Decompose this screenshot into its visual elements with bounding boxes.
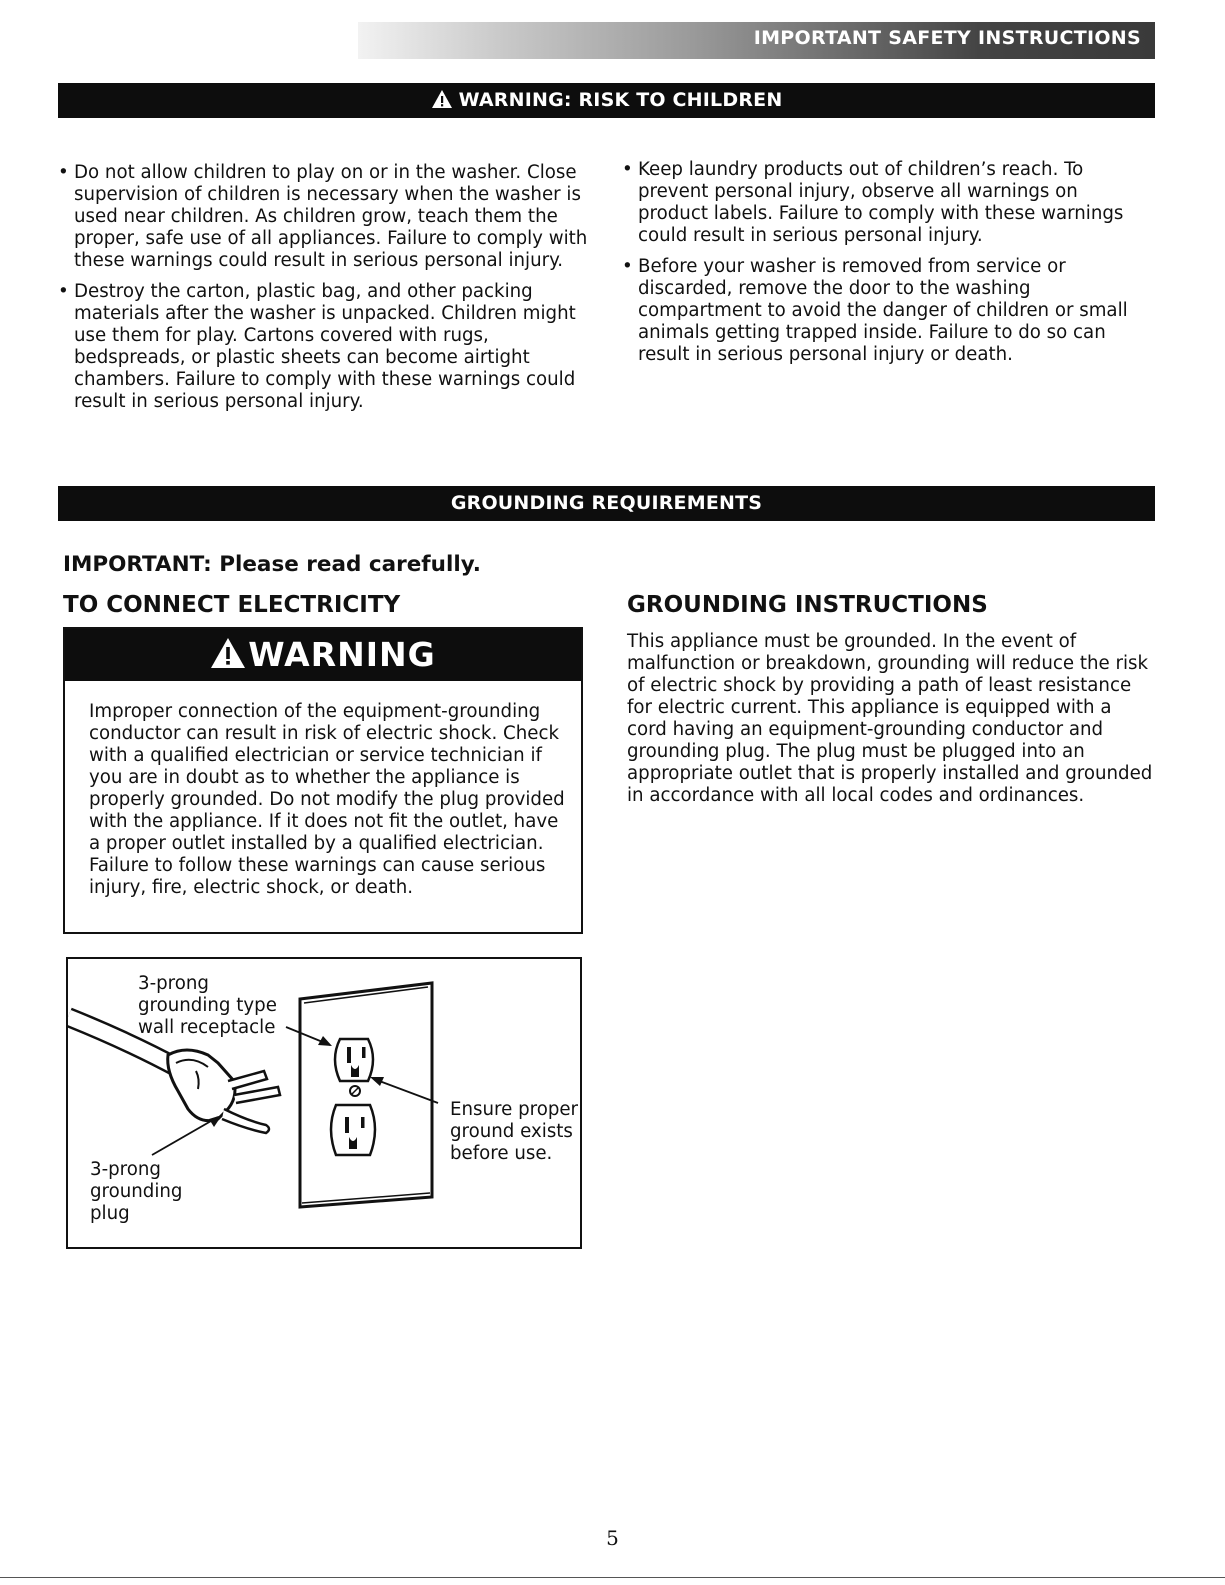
bullet-item — [58, 162, 598, 272]
bullet-item — [622, 256, 1152, 366]
page-bottom-rule — [0, 1577, 1225, 1578]
warning-triangle-icon — [210, 637, 246, 669]
electricity-warning-box — [63, 627, 583, 934]
bullet-item — [622, 159, 1152, 247]
receptacle-label-line: wall receptacle — [138, 1017, 276, 1038]
grounding-instructions-heading: GROUNDING INSTRUCTIONS — [627, 592, 988, 618]
page-number: 5 — [606, 1526, 619, 1550]
children-warning-bar — [58, 83, 1155, 118]
section-tab-label: IMPORTANT SAFETY INSTRUCTIONS — [753, 27, 1141, 49]
bullet-text: Before your washer is removed from service or discarded, remove the door to the washing compartment to avoid the danger of children or small animals getting trapped inside. Failure to do so can result in serious personal injury or death. — [638, 256, 1128, 365]
bullet-dot: • — [622, 159, 633, 180]
bullet-text: Destroy the carton, plastic bag, and other packing materials after the washer is unpacked. Children might use them for play. Cartons covered with rugs, bedspreads, or plastic sheets can become airtight chambers. Failure to comply with these warnings could result in serious personal injury. — [74, 281, 576, 412]
grounding-requirements-bar — [58, 486, 1155, 521]
grounding-requirements-title: GROUNDING REQUIREMENTS — [450, 492, 763, 514]
bullet-dot: • — [622, 256, 633, 277]
bullet-text: Keep laundry products out of children’s reach. To prevent personal injury, observe all warnings on product labels. Failure to comply with these warnings could result in serious personal injury. — [638, 159, 1124, 246]
plug-label-line: 3-prong — [90, 1159, 161, 1180]
connect-electricity-heading: TO CONNECT ELECTRICITY — [63, 592, 401, 618]
ensure-ground-label — [450, 1099, 578, 1165]
plug-label-line: plug — [90, 1203, 130, 1224]
section-tab — [358, 22, 1155, 59]
warning-label: WARNING — [248, 635, 436, 674]
children-warning-left-column — [58, 162, 598, 422]
bullet-dot: • — [58, 162, 69, 183]
warning-triangle-icon — [431, 89, 453, 109]
plug-label-line: grounding — [90, 1181, 183, 1202]
ensure-label-line: before use. — [450, 1143, 553, 1164]
ensure-label-line: ground exists — [450, 1121, 573, 1142]
important-notice: IMPORTANT: Please read carefully. — [63, 552, 481, 577]
receptacle-label-line: 3-prong — [138, 973, 209, 994]
outlet-figure — [66, 957, 582, 1249]
plug-label — [90, 1159, 182, 1225]
children-warning-right-column — [622, 159, 1152, 375]
grounding-instructions-text: This appliance must be grounded. In the event of malfunction or breakdown, grounding will reduce the risk of electric shock by providing a path of least resistance for electric current. This appliance is equipped with a cord having an equipment-grounding conductor and grounding plug. The plug must be plugged into an appropriate outlet that is properly installed and grounded in accordance with all local codes and ordinances. — [627, 631, 1153, 806]
bullet-item — [58, 281, 598, 413]
bullet-dot: • — [58, 281, 69, 302]
warning-header — [65, 629, 581, 681]
ensure-label-line: Ensure proper — [450, 1099, 579, 1120]
warning-text: Improper connection of the equipment-grounding conductor can result in risk of electric shock. Check with a qualified electrician or service technician if you are in doubt as to whether the appliance is properly grounded. Do not modify the plug provided with the appliance. If it does not fit the outlet, have a proper outlet installed by a qualified electrician. Failure to follow these warnings can cause serious injury, fire, electric shock, or death. — [89, 701, 565, 898]
receptacle-label — [138, 973, 277, 1039]
children-warning-title: WARNING: RISK TO CHILDREN — [458, 89, 783, 111]
bullet-text: Do not allow children to play on or in the washer. Close supervision of children is necessary when the washer is used near children. As children grow, teach them the proper, safe use of all appliances. Failure to comply with these warnings could result in serious personal injury. — [74, 162, 588, 271]
receptacle-label-line: grounding type — [138, 995, 277, 1016]
